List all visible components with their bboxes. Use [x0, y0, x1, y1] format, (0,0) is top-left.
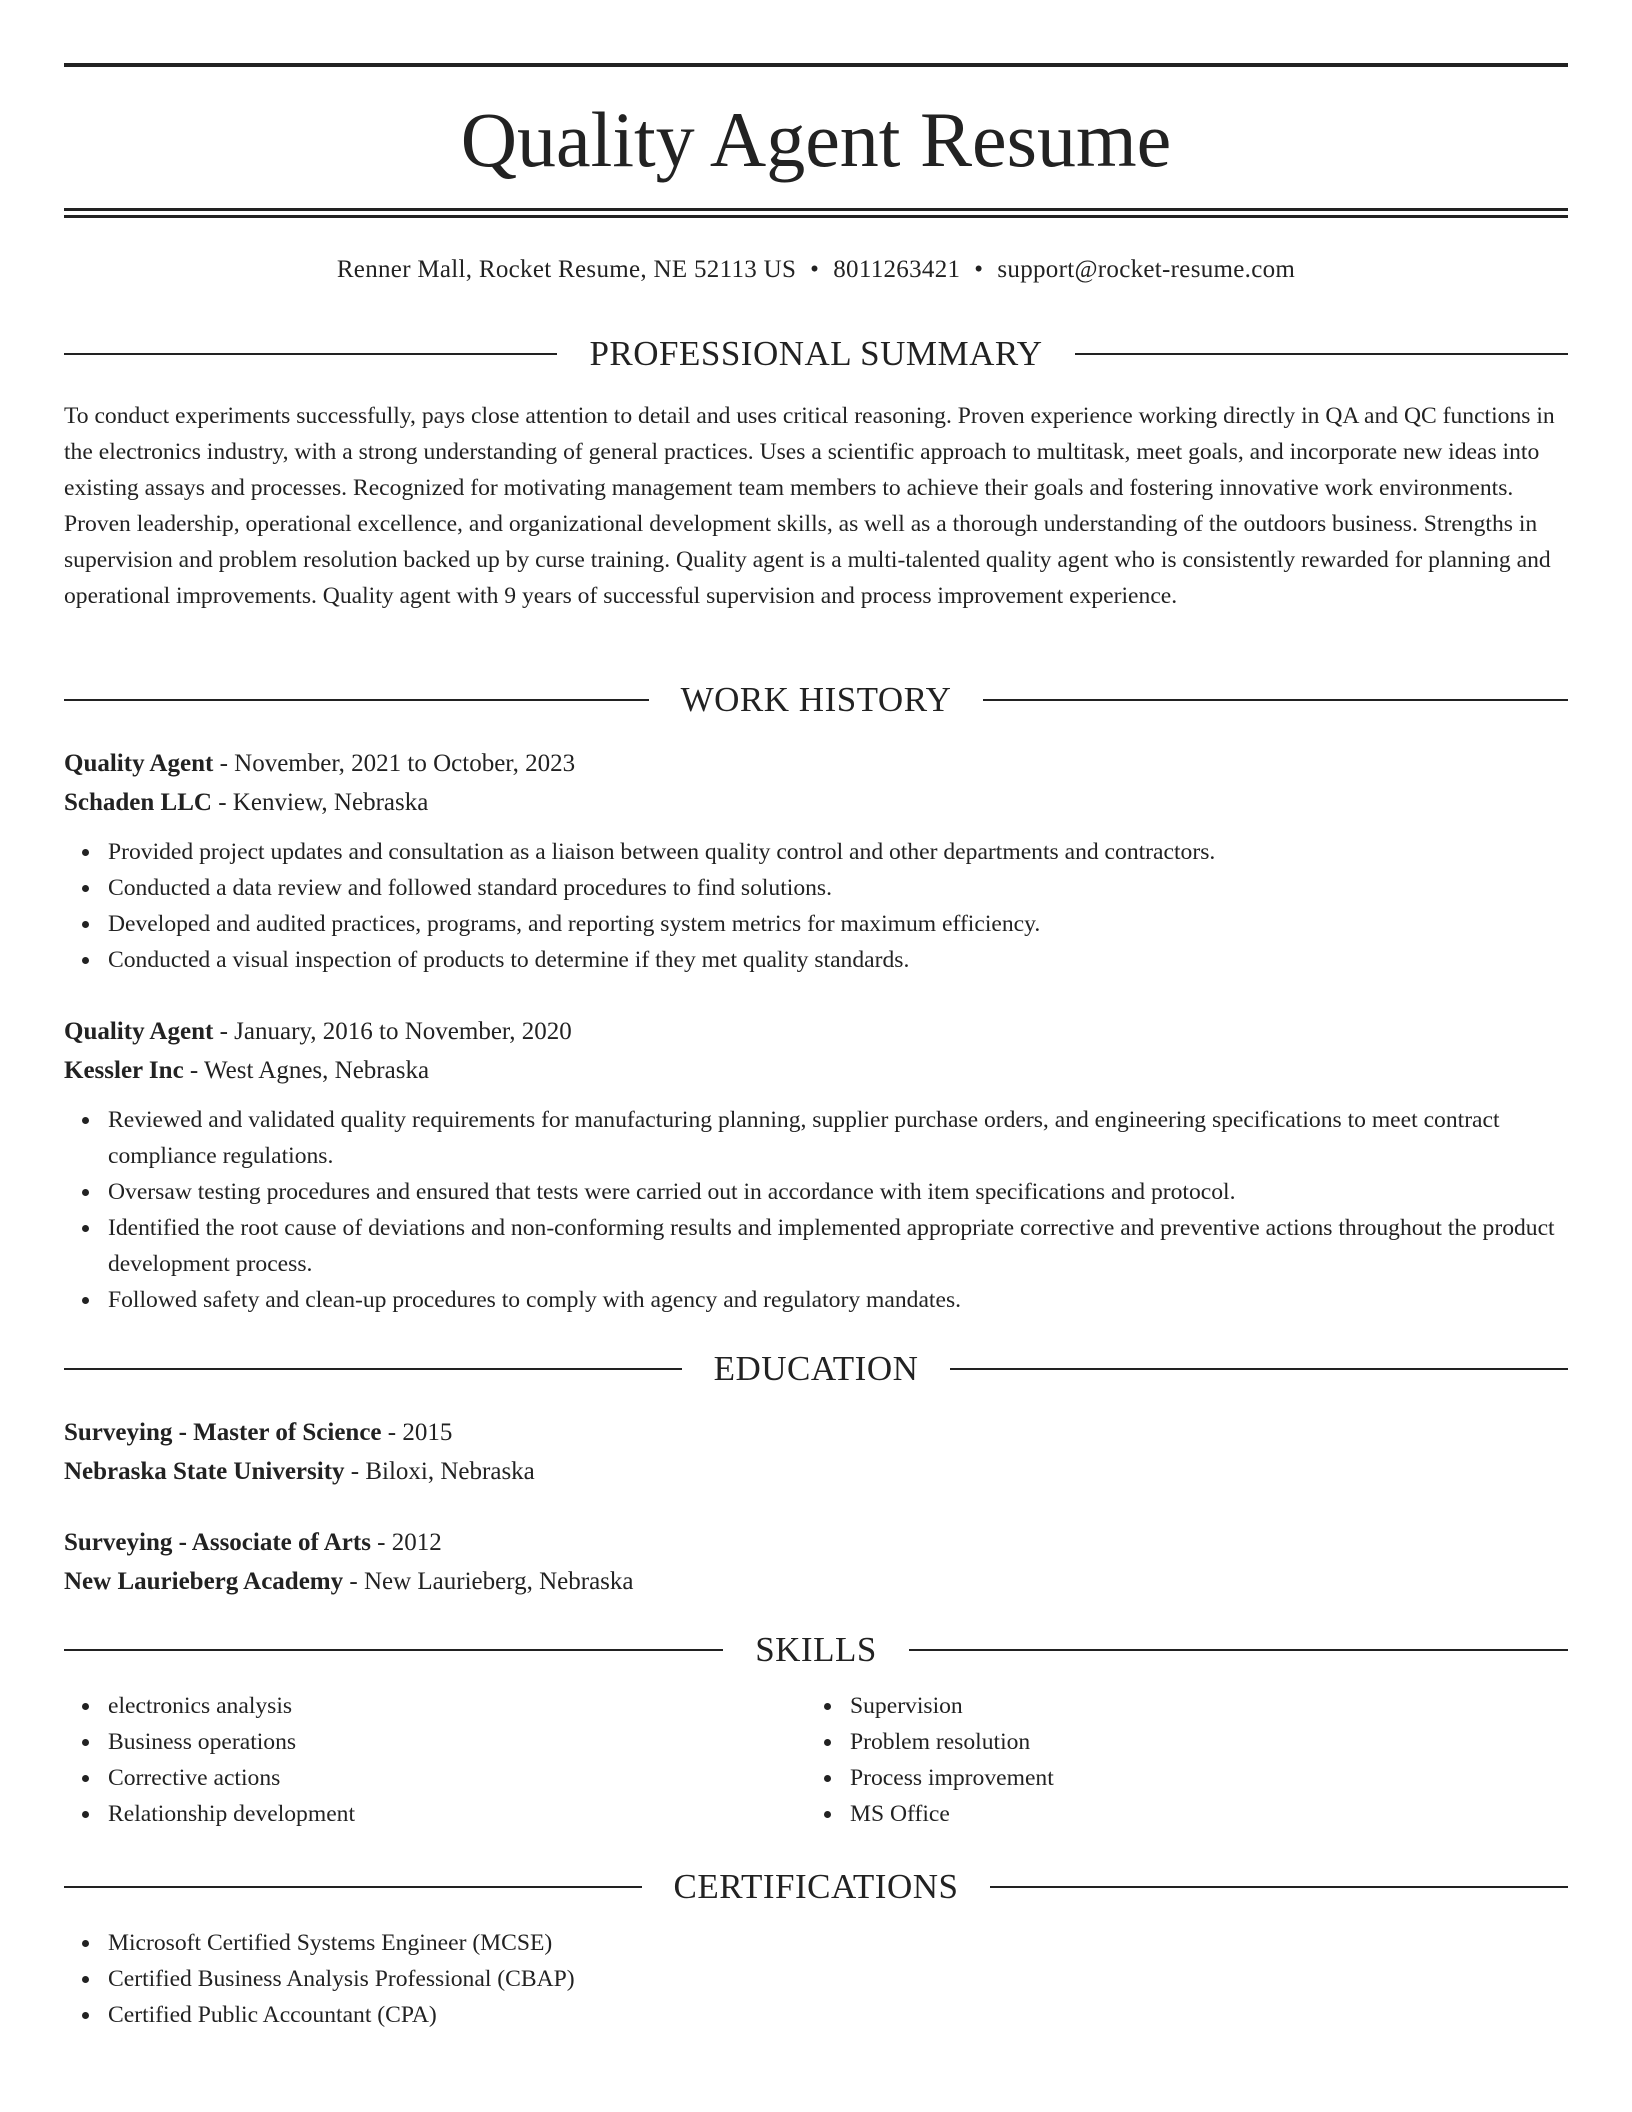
job-entry [64, 1012, 1568, 1318]
heading-rule [1075, 353, 1568, 355]
section-heading-education [64, 1347, 1568, 1391]
job-location: - West Agnes, Nebraska [183, 1057, 430, 1084]
certification-item: Certified Business Analysis Professional (CBAP) [64, 1961, 1568, 1997]
degree-year: - 2015 [381, 1419, 453, 1446]
skills-list-left [64, 1688, 764, 1832]
heading-rule [990, 1886, 1568, 1888]
heading-rule [909, 1649, 1568, 1651]
heading-rule [64, 353, 557, 355]
skill-item: Supervision [806, 1688, 1506, 1724]
list-item: Developed and audited practices, programs, and reporting system metrics for maximum efficiency. [64, 906, 1568, 942]
list-item: Oversaw testing procedures and ensured that tests were carried out in accordance with item specifications and protocol. [64, 1174, 1568, 1210]
heading-rule [983, 699, 1568, 701]
heading-rule [64, 1649, 723, 1651]
job-dates: - January, 2016 to November, 2020 [213, 1018, 572, 1045]
certification-item: Certified Public Accountant (CPA) [64, 1997, 1568, 2033]
job-company: Schaden LLC [64, 789, 212, 816]
degree: Surveying - Associate of Arts [64, 1529, 371, 1556]
school-location: - Biloxi, Nebraska [344, 1458, 535, 1485]
job-bullets [64, 1102, 1568, 1318]
heading-rule [64, 1886, 642, 1888]
degree-line [64, 1523, 1568, 1562]
job-bullets [64, 834, 1568, 978]
section-heading-summary [64, 332, 1568, 376]
education-entry [64, 1523, 1568, 1601]
job-location: - Kenview, Nebraska [211, 789, 429, 816]
skill-item: Problem resolution [806, 1724, 1506, 1760]
degree: Surveying - Master of Science [64, 1419, 382, 1446]
contact-address: Renner Mall, Rocket Resume, NE 52113 US [336, 256, 797, 283]
contact-line [64, 252, 1568, 288]
degree-line [64, 1413, 1568, 1452]
skill-item: Relationship development [64, 1796, 764, 1832]
certification-item: Microsoft Certified Systems Engineer (MCSE) [64, 1925, 1568, 1961]
heading-rule [64, 1368, 682, 1370]
heading-rule [950, 1368, 1568, 1370]
list-item: Conducted a visual inspection of products to determine if they met quality standards. [64, 942, 1568, 978]
job-entry [64, 744, 1568, 978]
skill-item: electronics analysis [64, 1688, 764, 1724]
school-line [64, 1452, 1568, 1491]
list-item: Provided project updates and consultation as a liaison between quality control and other departments and contractors. [64, 834, 1568, 870]
skill-item: Business operations [64, 1724, 764, 1760]
section-title: CERTIFICATIONS [673, 1867, 959, 1906]
degree-year: - 2012 [370, 1529, 442, 1556]
section-heading-work-history [64, 678, 1568, 722]
section-title: SKILLS [755, 1630, 877, 1669]
skill-item: MS Office [806, 1796, 1506, 1832]
summary-text: To conduct experiments successfully, pays close attention to detail and uses critical reasoning. Proven experience working directly in QA and QC functions in the electronics industry, with a strong understanding of general practices. Uses a scientific approach to multitask, meet goals, and incorporate new ideas into existing assays and processes. Recognized for motivating management team members to achieve their goals and fostering innovative work environments. Proven leadership, operational excellence, and organizational development skills, as well as a thorough understanding of the outdoors business. Strengths in supervision and problem resolution backed up by curse training. Quality agent is a multi-talented quality agent who is consistently rewarded for planning and operational improvements. Quality agent with 9 years of successful supervision and process improvement experience. [64, 403, 1555, 609]
certifications-list [64, 1925, 1568, 2033]
contact-separator: • [974, 256, 984, 283]
job-company-line [64, 1051, 1568, 1090]
school-line [64, 1562, 1568, 1601]
job-title: Quality Agent [64, 1018, 214, 1045]
school: Nebraska State University [64, 1458, 345, 1485]
contact-email: support@rocket-resume.com [997, 256, 1296, 283]
job-title: Quality Agent [64, 750, 214, 777]
job-company-line [64, 783, 1568, 822]
section-title: PROFESSIONAL SUMMARY [589, 334, 1043, 373]
contact-separator: • [810, 256, 820, 283]
list-item: Reviewed and validated quality requirements for manufacturing planning, supplier purchase orders, and engineering specifications to meet contract compliance regulations. [64, 1102, 1568, 1174]
title-top-rule [64, 63, 1568, 67]
school: New Laurieberg Academy [64, 1568, 344, 1595]
section-heading-certifications [64, 1865, 1568, 1909]
list-item: Conducted a data review and followed standard procedures to find solutions. [64, 870, 1568, 906]
section-title: WORK HISTORY [680, 680, 952, 719]
heading-rule [64, 699, 649, 701]
job-dates: - November, 2021 to October, 2023 [213, 750, 576, 777]
skills-list-right [806, 1688, 1506, 1832]
page-title: Quality Agent Resume [460, 96, 1172, 183]
job-title-line [64, 744, 1568, 783]
education-entry [64, 1413, 1568, 1491]
title-bottom-double-rule [64, 208, 1568, 218]
list-item: Followed safety and clean-up procedures to comply with agency and regulatory mandates. [64, 1282, 1568, 1318]
section-heading-skills [64, 1628, 1568, 1672]
skill-item: Corrective actions [64, 1760, 764, 1796]
school-location: - New Laurieberg, Nebraska [343, 1568, 634, 1595]
skill-item: Process improvement [806, 1760, 1506, 1796]
job-company: Kessler Inc [64, 1057, 184, 1084]
contact-phone: 8011263421 [833, 256, 961, 283]
job-title-line [64, 1012, 1568, 1051]
list-item: Identified the root cause of deviations and non-conforming results and implemented appropriate corrective and preventive actions throughout the product development process. [64, 1210, 1568, 1282]
section-title: EDUCATION [713, 1349, 919, 1388]
